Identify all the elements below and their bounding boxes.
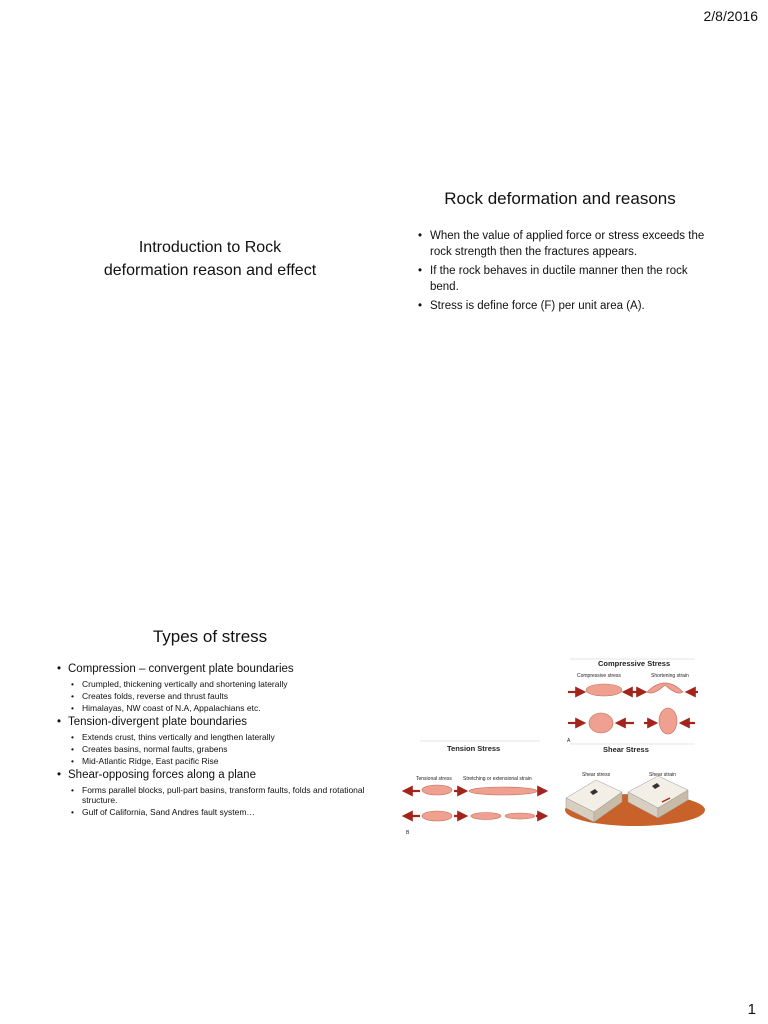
slide-2-title: Rock deformation and reasons (444, 189, 676, 208)
tension-stress-panel (404, 741, 546, 836)
shortening-strain-label: Shortening strain (651, 673, 689, 679)
stress-type-tension: • Tension-divergent plate boundaries (57, 715, 367, 730)
stress-diagram-figure (400, 652, 710, 837)
slide-2-bullet: • When the value of applied force or stress exceeds the rock strength then the fractures appears. (418, 228, 708, 260)
tensional-stress-label: Tensional stress (416, 776, 452, 782)
panel-letter-a: A (567, 738, 571, 744)
sub-bullet: • Extends crust, thins vertically and lengthen laterally (71, 732, 367, 742)
shear-stress-label: Shear stress (582, 772, 611, 778)
sub-bullet: • Gulf of California, Sand Andres fault system… (71, 807, 367, 817)
necked-rock-bottom (404, 811, 546, 821)
shear-stress-title: Shear Stress (603, 745, 649, 754)
sub-bullet: • Creates folds, reverse and thrust faults (71, 691, 367, 701)
shear-stress-panel (565, 744, 705, 826)
sub-bullet: • Creates basins, normal faults, grabens (71, 744, 367, 754)
compressive-stress-panel (565, 656, 705, 744)
page-number: 1 (747, 1001, 756, 1018)
slide-2-bullet: • If the rock behaves in ductile manner then the rock bend. (418, 263, 708, 295)
tension-stress-title: Tension Stress (447, 744, 501, 753)
slide-2-bullet-list (418, 228, 708, 317)
slide-date: 2/8/2016 (703, 8, 758, 24)
panel-letter-b: B (406, 830, 410, 836)
slide-1-title-line-1: Introduction to Rock (138, 239, 282, 256)
slide-1-title-line-2: deformation reason and effect (103, 262, 317, 279)
shear-strain-label: Shear strain (649, 772, 676, 778)
slide-1-title (60, 236, 360, 282)
sub-bullet: • Himalayas, NW coast of N.A, Appalachians etc. (71, 703, 367, 713)
sub-bullet: • Crumpled, thickening vertically and shortening laterally (71, 679, 367, 689)
compressive-stress-label: Compressive stress (577, 673, 621, 679)
compressive-stress-title: Compressive Stress (598, 659, 671, 668)
extensional-strain-label: Stretching or extensional strain (463, 776, 532, 782)
slide-2-bullet: • Stress is define force (F) per unit area (A). (418, 298, 708, 314)
stress-type-compression: • Compression – convergent plate boundaries (57, 662, 367, 677)
stretched-rock-top (404, 785, 546, 795)
slide-3-bullet-list (57, 661, 367, 819)
sub-bullet: • Mid-Atlantic Ridge, East pacific Rise (71, 756, 367, 766)
slide-3-title: Types of stress (152, 627, 268, 646)
sub-bullet: • Forms parallel blocks, pull-part basins, transform faults, folds and rotational structure. (71, 785, 367, 805)
stress-type-shear: • Shear-opposing forces along a plane (57, 768, 367, 783)
